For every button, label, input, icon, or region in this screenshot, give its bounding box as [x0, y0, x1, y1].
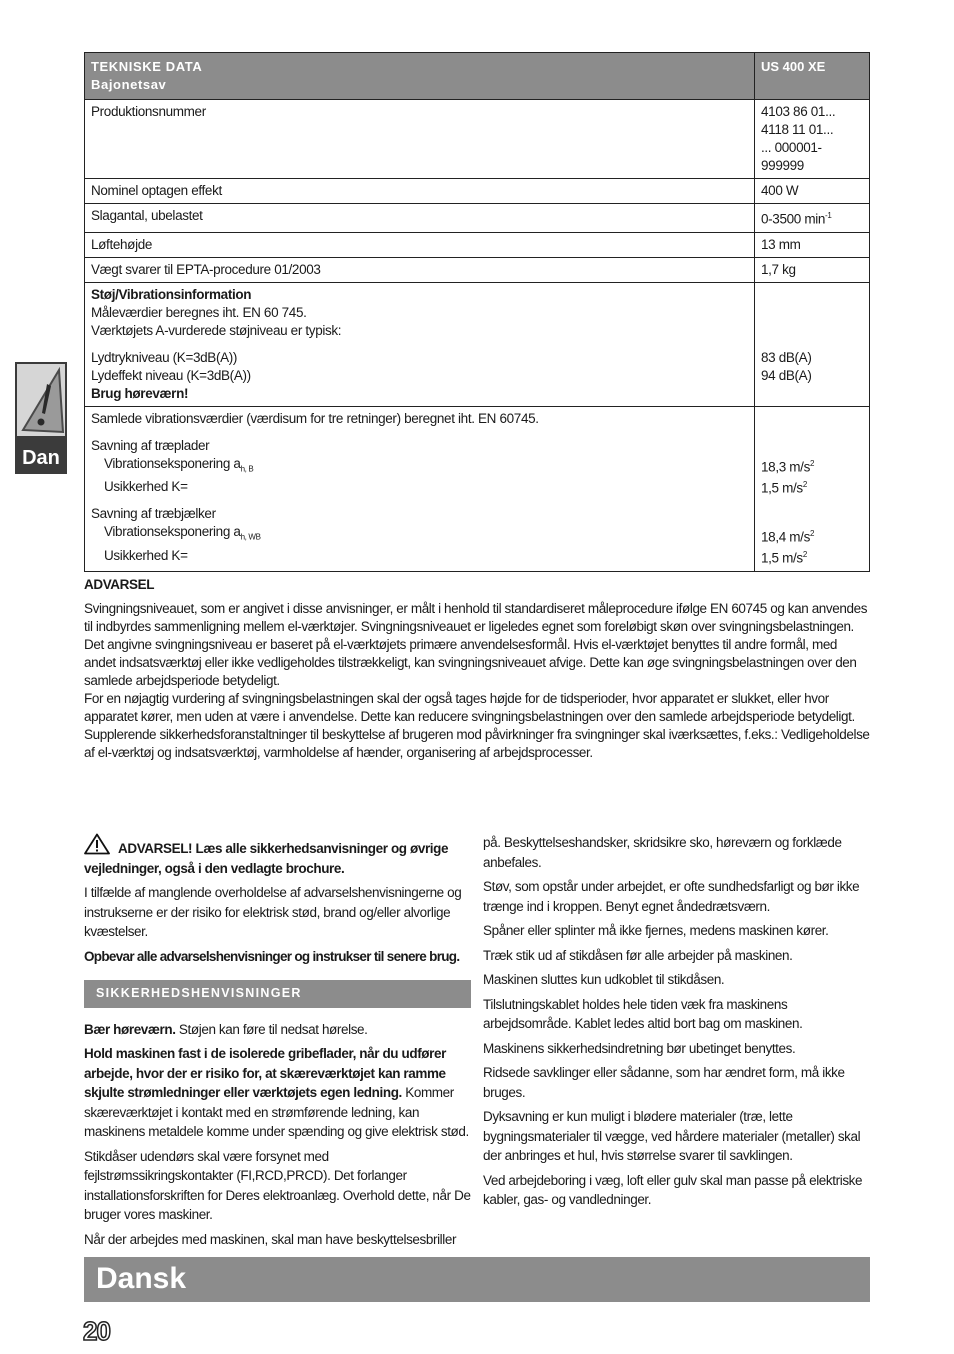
keep-instructions: Opbevar alle advarselshenvisninger og instrukser til senere brug.: [84, 948, 460, 964]
warning-paragraph: Svingningsniveauet, som er angivet i disse anvisninger, er målt i henhold til standardiseret måleprocedure ifølge EN 60745 og kan anvendes til indbyrdes sammenligning mellem el-værktøjer. Svingningsniveauet er ligeledes egnet som foreløbigt skøn over svingningsbelastningen.: [84, 601, 868, 634]
row-value: 0-3500 $\min^{-1}$: [755, 204, 870, 233]
row-label: Vægt svarer til EPTA-procedure 01/2003: [85, 257, 755, 282]
table-row: [85, 100, 870, 179]
side-tab-label: Dan: [22, 447, 60, 469]
row-value: 400 W: [755, 179, 870, 204]
list-item: Træk stik ud af stikdåsen før alle arbejder på maskinen.: [483, 947, 793, 963]
page-number: 20: [83, 1316, 110, 1346]
model-name: US 400 XE: [755, 53, 870, 100]
table-row: [85, 232, 870, 257]
grip-warning: Hold maskinen fast i de isolerede gribeflader, når du udfører arbejde, hvor der er risiko for, at skæreværktøjet kan ramme skjulte strømledninger eller værktøjets egen ledning. Kommer skæreværktøjet i kontakt med en strømførende ledning, kan maskinens metaldele komme under spænding og give elektrisk stød.: [84, 1046, 469, 1139]
language-side-tab: [15, 362, 67, 474]
list-item: Ved arbejdeboring i væg, loft eller gulv skal man passe på elektriske kabler, gas- og vandledninger.: [483, 1172, 863, 1207]
warning-text: I tilfælde af manglende overholdelse af advarselshenvisningerne og instrukserne er der risiko for elektrisk stød, brand og/eller alvorlige kvæstelser.: [84, 885, 462, 939]
warning-icon: [17, 364, 65, 436]
language-title: Dansk: [96, 1262, 187, 1295]
left-column: [84, 833, 471, 1254]
vibration-row: [85, 406, 870, 571]
table-row: [85, 257, 870, 282]
row-label: Nominel optagen effekt: [85, 179, 755, 204]
warning-paragraph: For en nøjagtig vurdering af svingningsbelastningen skal der også tages højde for de tidsperioder, hvor apparatet er slukket, eller hvor apparatet kører, men uden at være i anvendelse. Dette kan reducere svingningsbelastningen over den samlede arbejdsperiode betydeligt.: [84, 691, 855, 724]
list-item: Tilslutningskablet holdes hele tiden væk fra maskinens arbejdsområde. Kablet ledes altid bort bag om maskinen.: [483, 996, 803, 1031]
warning-paragraph: Det angivne svingningsniveau er baseret på el-værktøjets primære anvendelsesformål. Hvis el-værktøjet benyttes til andre formål, med andet indsatsværktøj eller ikke vedligeholdes tilstrækkeligt, kan svingningsniveauet afvige. Dette kan øge svingningsbelastningen over den samlede arbejdsperiode betydeligt.: [84, 637, 857, 688]
table-row: [85, 179, 870, 204]
noise-row: [85, 282, 870, 406]
protection-text: Når der arbejdes med maskinen, skal man have beskyttelsesbriller: [84, 1231, 457, 1247]
row-value: 1,7 kg: [755, 257, 870, 282]
noise-info: Støj/Vibrationsinformation Måleværdier beregnes iht. EN 60 745. Værktøjets A-vurderede støjniveau er typisk: Lydtrykniveau (K=3dB(A)) Lydeffekt niveau (K=3dB(A)) Brug høreværn!: [85, 282, 755, 406]
list-item: på. Beskyttelseshandsker, skridsikre sko, høreværn og forklæde anbefales.: [483, 835, 842, 870]
warning-heading: ADVARSEL: [84, 577, 155, 592]
right-column: [483, 833, 870, 1215]
vibration-warning: [84, 576, 870, 762]
vibration-info: Samlede vibrationsværdier (værdisum for tre retninger) beregnet iht. EN 60745. Savning af træplader Vibrationseksponering $a_{h, B}$ Usikkerhed K= Savning af træbjælker Vibrationseksponering $a_{h, WB}$ Usikkerhed K=: [85, 406, 755, 571]
noise-values: 83 dB(A) 94 dB(A): [755, 282, 870, 406]
safety-warning-heading: ADVARSEL! Læs alle sikkerhedsanvisninger og øvrige vejledninger, også i den vedlagte brochure.: [84, 833, 471, 878]
list-item: Dyksavning er kun muligt i blødere materialer (træ, lette bygningsmaterialer til vægge, ved hårdere materialer (metaller) skal der anbringes et hul, hvis størrelse svarer til savklingen.: [483, 1109, 861, 1163]
row-label: Løftehøjde: [85, 232, 755, 257]
table-header-title: TEKNISKE DATA Bajonetsav: [85, 53, 755, 100]
outdoor-sockets: Stikdåser udendørs skal være forsynet med fejlstrømssikringskontakter (FI,RCD,PRCD). Det forlanger installationsforskriften for Deres elektroanlæg. Overhold dette, når De bruger vores maskiner.: [84, 1148, 471, 1222]
warning-paragraph: Supplerende sikkerhedsforanstaltninger til beskyttelse af brugeren mod påvirkninger fra svingninger skal iværksættes, f.eks.: Vedligeholdelse af el-værktøj og indsatsværktøj, varmholdelse af hænder, organisering af arbejdsprocesser.: [84, 727, 870, 760]
list-item: Støv, som opstår under arbejdet, er ofte sundhedsfarligt og bør ikke trænge ind i kroppen. Benyt egnet åndedrætsværn.: [483, 879, 860, 914]
row-label: Produktionsnummer: [85, 100, 755, 179]
list-item: Spåner eller splinter må ikke fjernes, medens maskinen kører.: [483, 923, 829, 938]
row-value: 4103 86 01... 4118 11 01... ... 000001-999999: [755, 100, 870, 179]
vibration-values: 18,3 $m/s^2$ 1,5 $m/s^2$ 18,4 $m/s^2$ 1,5 $m/s^2$: [755, 406, 870, 571]
row-value: 13 mm: [755, 232, 870, 257]
table-header: [85, 53, 870, 100]
table-row: [85, 204, 870, 233]
warning-triangle-icon: [84, 833, 110, 855]
language-bar: [84, 1257, 870, 1302]
section-title-bar: SIKKERHEDSHENVISNINGER: [84, 980, 471, 1008]
list-item: Ridsede savklinger eller sådanne, som har ændret form, må ikke bruges.: [483, 1065, 845, 1100]
hearing-protection: Bær høreværn. Støjen kan føre til nedsat hørelse.: [84, 1021, 368, 1037]
technical-data-table: [84, 52, 870, 572]
list-item: Maskinens sikkerhedsindretning bør ubetinget benyttes.: [483, 1040, 796, 1056]
row-label: Slagantal, ubelastet: [85, 204, 755, 233]
list-item: Maskinen sluttes kun udkoblet til stikdåsen.: [483, 972, 725, 987]
